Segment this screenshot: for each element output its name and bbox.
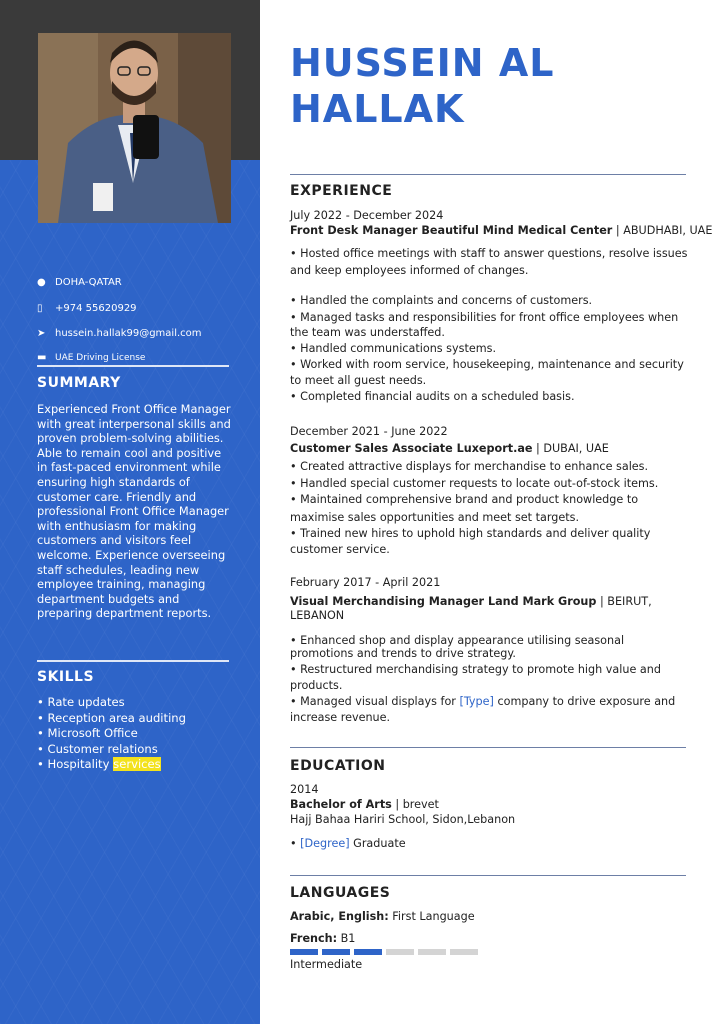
license-text: UAE Driving License: [55, 352, 146, 363]
location-text: DOHA-QATAR: [55, 277, 122, 288]
bullet-line: • Handled the complaints and concerns of customers.: [290, 294, 593, 307]
bullet-line: • Handled special customer requests to locate out-of-stock items.: [290, 477, 659, 490]
bullet-line: to meet all guest needs.: [290, 374, 427, 387]
level-segment: [322, 949, 350, 955]
language-line: [290, 932, 355, 946]
bullet-line: • Completed financial audits on a scheduled basis.: [290, 390, 575, 403]
bullet-line: • Managed tasks and responsibilities for front office employees when: [290, 311, 679, 324]
level-segment: [450, 949, 478, 955]
bullet-line: maximise sales opportunities and meet set targets.: [290, 511, 580, 524]
education-heading: EDUCATION: [290, 758, 386, 774]
contact-phone: [37, 303, 137, 314]
location-pin-icon: ●: [37, 277, 46, 288]
phone-text: +974 55620929: [55, 303, 137, 314]
skills-heading: SKILLS: [37, 669, 95, 685]
bullet-text: Graduate: [349, 837, 406, 850]
level-segment: [386, 949, 414, 955]
skills-list: [37, 695, 186, 773]
skill-item: • Rate updates: [37, 695, 186, 711]
contact-email: [37, 328, 202, 339]
language-level-text: Intermediate: [290, 958, 363, 971]
education-school: Hajj Bahaa Hariri School, Sidon,Lebanon: [290, 813, 516, 826]
profile-photo: [38, 33, 231, 223]
languages-heading: LANGUAGES: [290, 885, 391, 901]
bullet-line: increase revenue.: [290, 711, 391, 724]
divider: [290, 174, 686, 175]
email-text[interactable]: hussein.hallak99@gmail.com: [55, 328, 202, 339]
divider: [290, 747, 686, 748]
job-title: Front Desk Manager Beautiful Mind Medical Center: [290, 224, 613, 237]
contact-location: [37, 277, 122, 288]
skill-item: • Microsoft Office: [37, 726, 186, 742]
education-year: 2014: [290, 783, 319, 796]
level-segment: [354, 949, 382, 955]
degree: Bachelor of Arts: [290, 798, 392, 811]
send-icon: ➤: [37, 328, 46, 339]
divider: [290, 875, 686, 876]
language-level: First Language: [388, 910, 475, 923]
skill-item: • Customer relations: [37, 742, 186, 758]
skill-item: [37, 757, 186, 773]
education-degree-line: [290, 798, 439, 812]
bullet-line: promotions and trends to drive strategy.: [290, 647, 516, 660]
bullet-line: • Restructured merchandising strategy to promote high value and: [290, 663, 661, 676]
skill-item: • Reception area auditing: [37, 711, 186, 727]
bullet-text: • Managed visual displays for: [290, 695, 460, 708]
contact-license: [37, 352, 145, 363]
bullet-line: [290, 694, 675, 710]
degree-suffix: | brevet: [391, 798, 439, 811]
job-title-line: [290, 442, 609, 456]
job-location-cont: LEBANON: [290, 609, 345, 622]
experience-heading: EXPERIENCE: [290, 183, 393, 199]
bullet-text: company to drive exposure and: [493, 695, 676, 708]
bullet-line: • Worked with room service, housekeeping, maintenance and security: [290, 358, 684, 371]
language-line: [290, 910, 475, 924]
job-title: Customer Sales Associate Luxeport.ae: [290, 442, 533, 455]
level-segment: [290, 949, 318, 955]
job-title: Visual Merchandising Manager Land Mark Group: [290, 595, 597, 608]
job-dates: July 2022 - December 2024: [290, 209, 444, 222]
placeholder-link[interactable]: [Degree]: [300, 837, 350, 850]
summary-heading: SUMMARY: [37, 375, 121, 391]
name-line-1: HUSSEIN AL: [290, 41, 555, 85]
car-icon: ▬: [37, 352, 47, 363]
highlighted-text: services: [113, 757, 161, 771]
job-title-line: [290, 595, 652, 609]
bullet-line: • Hosted office meetings with staff to answer questions, resolve issues: [290, 247, 688, 260]
bullet-line: • Trained new hires to uphold high standards and deliver quality: [290, 527, 651, 540]
bullet-line: and keep employees informed of changes.: [290, 264, 529, 277]
skill-text: Hospitality: [47, 757, 114, 771]
bullet-line: • Handled communications systems.: [290, 342, 496, 355]
language-name: French:: [290, 932, 338, 945]
summary-text: Experienced Front Office Manager with great interpersonal skills and proven problem-solving abilities. Able to remain cool and positive in fast-paced environment while ensuring high standards of customer care. Friendly and professional Front Office Manager with enthusiasm for making customers and visitors feel welcome. Experience overseeing staff schedules, leading new employee training, managing department budgets and preparing department reports.: [37, 402, 231, 621]
language-level: B1: [337, 932, 356, 945]
bullet-line: • [Degree] Graduate: [290, 837, 406, 850]
bullet-line: the team was understaffed.: [290, 326, 445, 339]
language-level-bar: [290, 949, 478, 955]
candidate-name: [290, 40, 554, 132]
job-dates: February 2017 - April 2021: [290, 576, 441, 589]
bullet-line: • Created attractive displays for merchandise to enhance sales.: [290, 460, 649, 473]
bullet-line: • Enhanced shop and display appearance utilising seasonal: [290, 634, 625, 647]
bullet-line: products.: [290, 679, 343, 692]
job-title-line: [290, 224, 712, 238]
job-location: | DUBAI, UAE: [532, 442, 609, 455]
divider: [37, 660, 229, 662]
bullet-line: • Maintained comprehensive brand and product knowledge to: [290, 493, 639, 506]
job-dates: December 2021 - June 2022: [290, 425, 448, 438]
divider: [37, 365, 229, 367]
job-location: | BEIRUT,: [596, 595, 652, 608]
placeholder-link[interactable]: [Type]: [459, 695, 494, 708]
job-location: | ABUDHABI, UAE: [612, 224, 713, 237]
bullet-line: customer service.: [290, 543, 390, 556]
phone-icon: ▯: [37, 303, 43, 314]
language-name: Arabic, English:: [290, 910, 389, 923]
level-segment: [418, 949, 446, 955]
name-line-2: HALLAK: [290, 87, 465, 131]
